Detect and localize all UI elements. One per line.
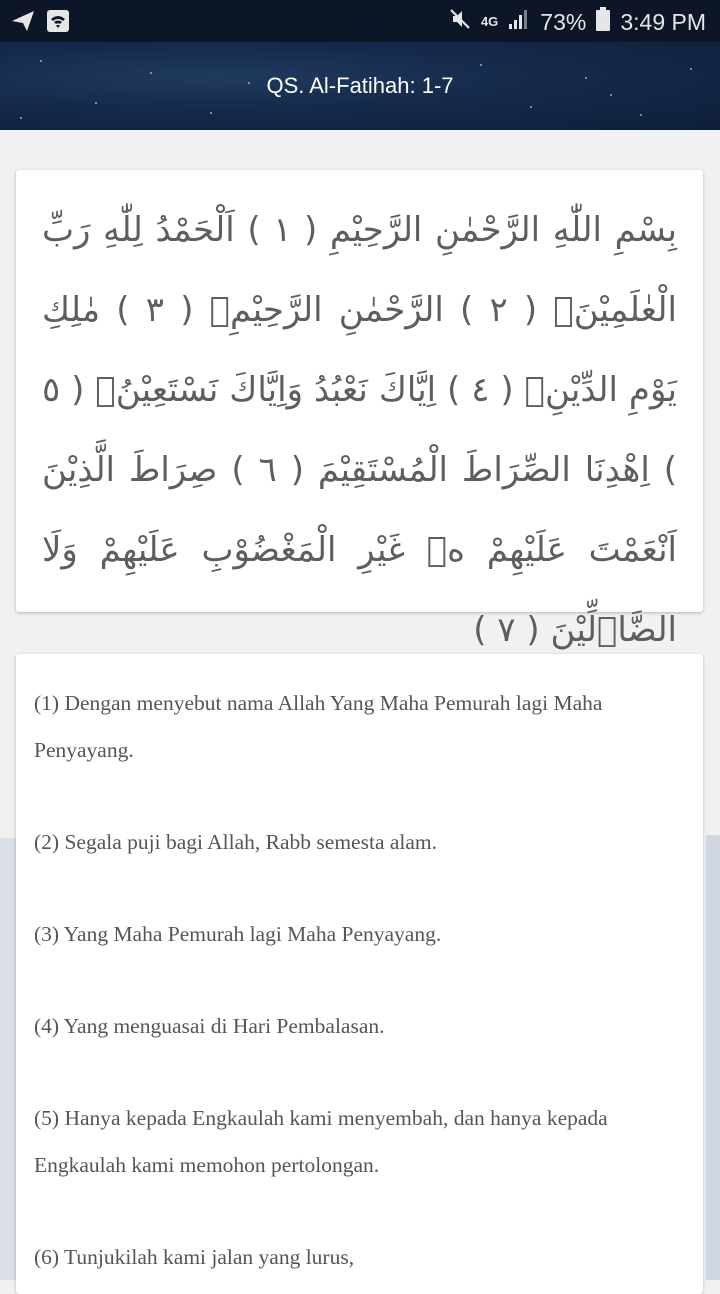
arabic-verse-text: بِسْمِ اللّٰهِ الرَّحْمٰنِ الرَّحِيْمِ ( ١ ) اَلْحَمْدُ لِلّٰهِ رَبِّ الْعٰلَمِيْنَۙ ( ٢ ) الرَّحْمٰنِ الرَّحِيْمِۙ ( ٣ ) مٰلِكِ يَوْمِ الدِّيْنِۗ ( ٤ ) اِيَّاكَ نَعْبُدُ وَاِيَّاكَ نَسْتَعِيْنُۗ ( ٥ ) اِهْدِنَا الصِّرَاطَ الْمُسْتَقِيْمَ ( ٦ ) صِرَاطَ الَّذِيْنَ اَنْعَمْتَ عَلَيْهِمْ ەۙ غَيْرِ الْمَغْضُوْبِ عَلَيْهِمْ وَلَا الضَّاۤلِّيْنَ ( ٧ )	[42, 210, 678, 650]
signal-icon	[508, 8, 530, 36]
background-shade-left	[0, 838, 16, 1280]
translation-verse-3: (3) Yang Maha Pemurah lagi Maha Penyayang.	[34, 922, 442, 946]
translation-verse-2: (2) Segala puji bagi Allah, Rabb semesta alam.	[34, 830, 438, 854]
translation-verse-5: (5) Hanya kepada Engkaulah kami menyembah, dan hanya kepada Engkaulah kami memohon pertolongan.	[34, 1106, 608, 1177]
navigation-arrow-icon	[10, 9, 36, 38]
translation-verse-6: (6) Tunjukilah kami jalan yang lurus,	[34, 1245, 355, 1269]
battery-icon	[596, 7, 610, 37]
clock: 3:49 PM	[620, 8, 706, 35]
page-title: QS. Al-Fatihah: 1-7	[266, 73, 454, 98]
mute-icon	[449, 8, 471, 36]
app-header	[0, 42, 720, 130]
arabic-verse-card	[16, 170, 703, 650]
battery-percent: 73%	[540, 8, 587, 35]
translation-verse-4: (4) Yang menguasai di Hari Pembalasan.	[34, 1014, 385, 1038]
status-bar	[0, 0, 720, 42]
network-type: 4G	[480, 14, 499, 29]
background-shade-right	[706, 835, 720, 1280]
translation-verse-1: (1) Dengan menyebut nama Allah Yang Maha Pemurah lagi Maha Penyayang.	[34, 691, 603, 762]
translation-card	[16, 654, 703, 1294]
wifi-box-icon	[46, 9, 70, 38]
